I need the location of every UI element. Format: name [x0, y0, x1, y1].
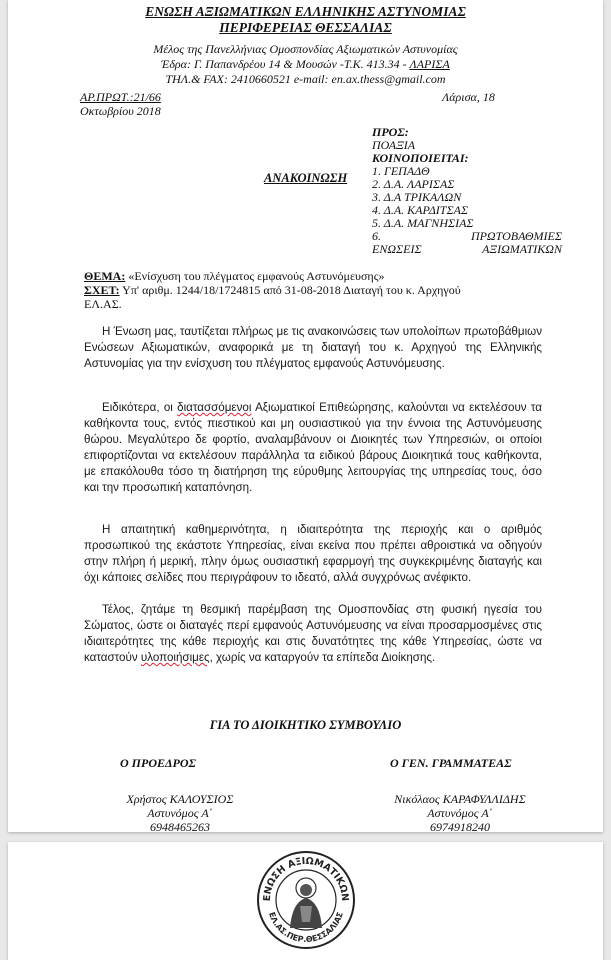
body-paragraph	[84, 400, 542, 496]
paragraph-text: Αξιωματικοί Επιθεώρησης, καλούνται να εκτελέσουν τα καθήκοντα τους, εντός πιεστικού και μη ουσιαστικού για την έννοια της Αστυνόμευσης θώρου. Μεγαλύτερο δε φορτίο, αναλαμβάνουν οι Διοικητές των Υπηρεσιών, οι οποίοι επιφορτίζονται να εκτελέσουν παράλληλα τα ειδικού βάρους Διοικητικά τους καθήκοντα, με επακόλουθα τόσο τη διατήρηση της εύρυθμης λειτουργίας της υπηρεσίας τους, όσο και την προσωπική καταπόνηση.	[84, 401, 542, 494]
org-address	[8, 57, 603, 72]
org-contact: ΤΗΛ.& FAX: 2410660521 e-mail: en.ax.thess@gmail.com	[165, 72, 446, 86]
recipient-item: 5. Δ.Α. ΜΑΓΝΗΣΙΑΣ	[372, 216, 474, 230]
recipient-item-number: 6.	[372, 229, 381, 243]
flagged-word: υλοποιήσιμες	[140, 651, 210, 664]
org-region: ΠΕΡΙΦΕΡΕΙΑΣ ΘΕΣΣΑΛΙΑΣ	[219, 20, 392, 35]
to-label: ΠΡΟΣ:	[372, 125, 409, 139]
document-page-1	[8, 0, 603, 832]
president-signature	[100, 792, 260, 834]
body-paragraph	[84, 602, 542, 666]
recipients-block	[372, 126, 562, 256]
secretary-title: Ο ΓΕΝ. ΓΡΑΜΜΑΤΕΑΣ	[390, 756, 512, 770]
recipient-item: 4. Δ.Α. ΚΑΡΔΙΤΣΑΣ	[372, 203, 469, 217]
body-paragraph: Η Ένωση μας, ταυτίζεται πλήρως με τις ανακοινώσεις των υπολοίπων πρωτοβάθμιων Ενώσεων Αξιωματικών, αναφορικά με τη διαταγή του κ. Αρχηγού της Ελληνικής Αστυνομίας για την ενίσχυση του πλέγματος εμφανούς Αστυνόμευσης.	[84, 325, 542, 370]
seal-top-text: ΕΝΩΣΗ ΑΞΙΩΜΑΤΙΚΩΝ	[261, 855, 351, 902]
president-rank: Αστυνόμος Α΄	[147, 806, 213, 820]
seal-bottom-text: ΕΛ.ΑΣ.ΠΕΡ.ΘΕΣΣΑΛΙΑΣ	[267, 910, 345, 945]
recipient-item-cont	[372, 243, 562, 256]
secretary-rank: Αστυνόμος Α΄	[427, 806, 493, 820]
secretary-name: Νικόλαος ΚΑΡΑΦΥΛΛΙΔΗΣ	[394, 792, 526, 806]
recipient-item: 1. ΓΕΠΑΔΘ	[372, 164, 430, 178]
date-place: Λάρισα, 18	[442, 90, 495, 104]
document-page-2	[8, 842, 603, 960]
to-value: ΠΟΑΞΙΑ	[372, 138, 416, 152]
paragraph-text: , χωρίς να καταργούν τα επίπεδα Διοίκησης.	[209, 651, 436, 664]
announcement-title: ΑΝΑΚΟΙΝΩΣΗ	[264, 171, 348, 185]
reference-label: ΣΧΕΤ:	[84, 283, 120, 297]
paragraph-text: Ειδικότερα, οι	[102, 401, 178, 414]
secretary-signature	[370, 792, 550, 834]
subject-text: «Ενίσχυση του πλέγματος εμφανούς Αστυνόμευσης»	[125, 269, 385, 283]
president-phone: 6948465263	[150, 820, 210, 834]
protocol-number: ΑΡ.ΠΡΩΤ.:21/66	[80, 90, 161, 104]
board-heading: ΓΙΑ ΤΟ ΔΙΟΙΚΗΤΙΚΟ ΣΥΜΒΟΥΛΙΟ	[209, 718, 402, 732]
recipient-item-text: ΑΞΙΩΜΑΤΙΚΩΝ	[482, 242, 562, 256]
recipient-item-text: ΕΝΩΣΕΙΣ	[372, 242, 422, 256]
recipient-item: 2. Δ.Α. ΛΑΡΙΣΑΣ	[372, 177, 455, 191]
org-membership: Μέλος της Πανελλήνιας Ομοσπονδίας Αξιωματικών Αστυνομίας	[153, 42, 458, 56]
organization-seal-icon	[256, 850, 356, 950]
subject-line	[84, 269, 554, 283]
flagged-word: διατασσόμενοι	[177, 401, 252, 414]
reference-line	[84, 283, 554, 297]
president-title: Ο ΠΡΟΕΔΡΟΣ	[120, 756, 196, 770]
president-name: Χρήστος ΚΑΛΟΥΣΙΟΣ	[126, 792, 234, 806]
recipient-item-text: ΠΡΩΤΟΒΑΘΜΙΕΣ	[470, 229, 562, 243]
cc-label: ΚΟΙΝΟΠΟΙΕΙΤΑΙ:	[372, 151, 469, 165]
secretary-phone: 6974918240	[430, 820, 490, 834]
subject-label: ΘΕΜΑ:	[84, 269, 126, 283]
paragraph-text: Τέλος, ζητάμε τη θεσμική παρέμβαση της Ομοσπονδίας στη φυσική ηγεσία του Σώματος, ώστε οι διαταγές περί εμφανούς Αστυνόμευσης να είναι προσαρμοσμένες στις ιδιαιτερότητες της κάθε περιοχής και στις δυνατότητες της κάθε Υπηρεσίας, ώστε να καταστούν	[84, 603, 542, 664]
date-month: Οκτωβρίου 2018	[80, 104, 161, 118]
recipient-item: 3. Δ.Α ΤΡΙΚΑΛΩΝ	[372, 190, 462, 204]
address-city: ΛΑΡΙΣΑ	[409, 57, 450, 71]
subject-block	[84, 269, 554, 311]
org-name: ΕΝΩΣΗ ΑΞΙΩΜΑΤΙΚΩΝ ΕΛΛΗΝΙΚΗΣ ΑΣΤΥΝΟΜΙΑΣ	[145, 4, 466, 19]
reference-line-2: ΕΛ.ΑΣ.	[84, 297, 122, 311]
reference-text: Υπ' αριθμ. 1244/18/1724815 από 31-08-2018 Διαταγή του κ. Αρχηγού	[119, 283, 461, 297]
address-text: Έδρα: Γ. Παπανδρέου 14 & Μουσών -Τ.Κ. 413.34 -	[161, 57, 410, 71]
body-paragraph: Η απαιτητική καθημερινότητα, η ιδιαιτερότητα της περιοχής και ο αριθμός προσωπικού της εκάστοτε Υπηρεσίας, είναι εκείνα που πρέπει αθροιστικά να οδηγούν στην πλήρη ή μερική, πλην όμως ουσιαστική εφαρμογή της συγκεκριμένης διαταγής και όχι κάποιες σελίδες που περιγράφουν το ιδεατό, αλλά συγχρόνως ανέφικτο.	[84, 523, 542, 584]
